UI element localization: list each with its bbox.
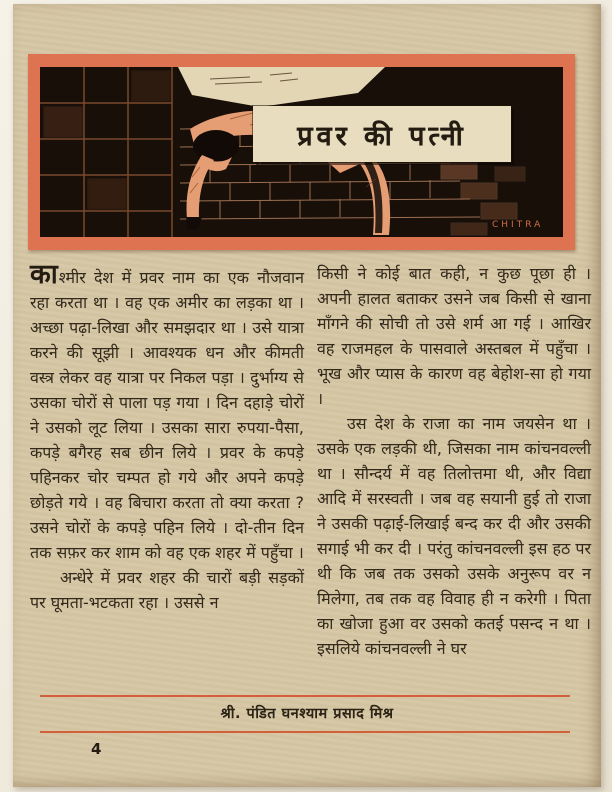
paragraph-4: उस देश के राजा का नाम जयसेन था । उसके एक लड़की थी, जिसका नाम कांचनवल्ली था । सौन्दर्य में वह तिलोत्तमा थी, और विद्या आदि में सरस्वती । जब वह सयानी हुई तो राजा ने उसकी पढ़ाई-लिखाई बन्द कर दी और उसकी सगाई भी कर दी । परंतु कांचनवल्ली इस हठ पर थी कि जब तक उसको उसके अनुरूप वर न मिलेगा, तब तक वह विवाह ही न करेगी । पिता का खोजा हुआ वर उसको कतई पसन्द न था । इसलिये कांचनवल्ली ने घर bbox=[317, 414, 591, 658]
paragraph-3: किसी ने कोई बात कही, न कुछ पूछा ही । अपनी हालत बताकर उसने जब किसी से खाना माँगने की सोची तो उसे शर्म आ गई । आखिर वह राजमहल के पासवाले अस्तबल में पहुँचा । भूख और प्यास के कारण वह बेहोश-सा हो गया । bbox=[317, 264, 591, 408]
artist-signature: CHITRA bbox=[492, 220, 544, 230]
left-column bbox=[30, 261, 304, 693]
right-column bbox=[317, 261, 591, 693]
paragraph-1 bbox=[30, 261, 304, 565]
author-credit: श्री. पंडित घनश्याम प्रसाद मिश्र bbox=[220, 706, 394, 722]
paragraph-1-text: श्मीर देश में प्रवर नाम का एक नौजवान रहा करता था । वह एक अमीर का लड़का था । अच्छा पढ़ा-लिखा और समझदार था । उसे यात्रा करने की सूझी । आवश्यक धन और कीमती वस्त्र लेकर वह यात्रा पर निकल पड़ा । दुर्भाग्य से उसका चोरों से पाला पड़ गया । दिन दहाड़े चोरों ने उसको लूट लिया । उसका सारा रुपया-पैसा, कपड़े बगैरह सब छीन लिये । प्रवर के कपड़े पहिनकर चोर चम्पत हो गये और अपने कपड़े छोड़ते गये । वह बिचारा करता तो क्या करता ? उसने चोरों के कपड़े पहिन लिये । दो-तीन दिन तक सफ़र कर शाम को वह एक शहर में पहुँचा । bbox=[30, 268, 304, 562]
book-page bbox=[13, 4, 601, 787]
page-number: 4 bbox=[91, 740, 102, 758]
story-title-box bbox=[253, 106, 511, 162]
story-text bbox=[30, 261, 592, 693]
dropcap: का bbox=[30, 259, 59, 290]
paragraph-2: अन्धेरे में प्रवर शहर की चारों बड़ी सड़कों पर घूमता-भटकता रहा । उससे न bbox=[30, 568, 304, 612]
header-illustration-block bbox=[28, 54, 575, 250]
footer-rule-top bbox=[40, 695, 570, 697]
footer-rule-bottom bbox=[40, 731, 570, 733]
story-title: प्रवर की पत्नी bbox=[297, 120, 467, 152]
